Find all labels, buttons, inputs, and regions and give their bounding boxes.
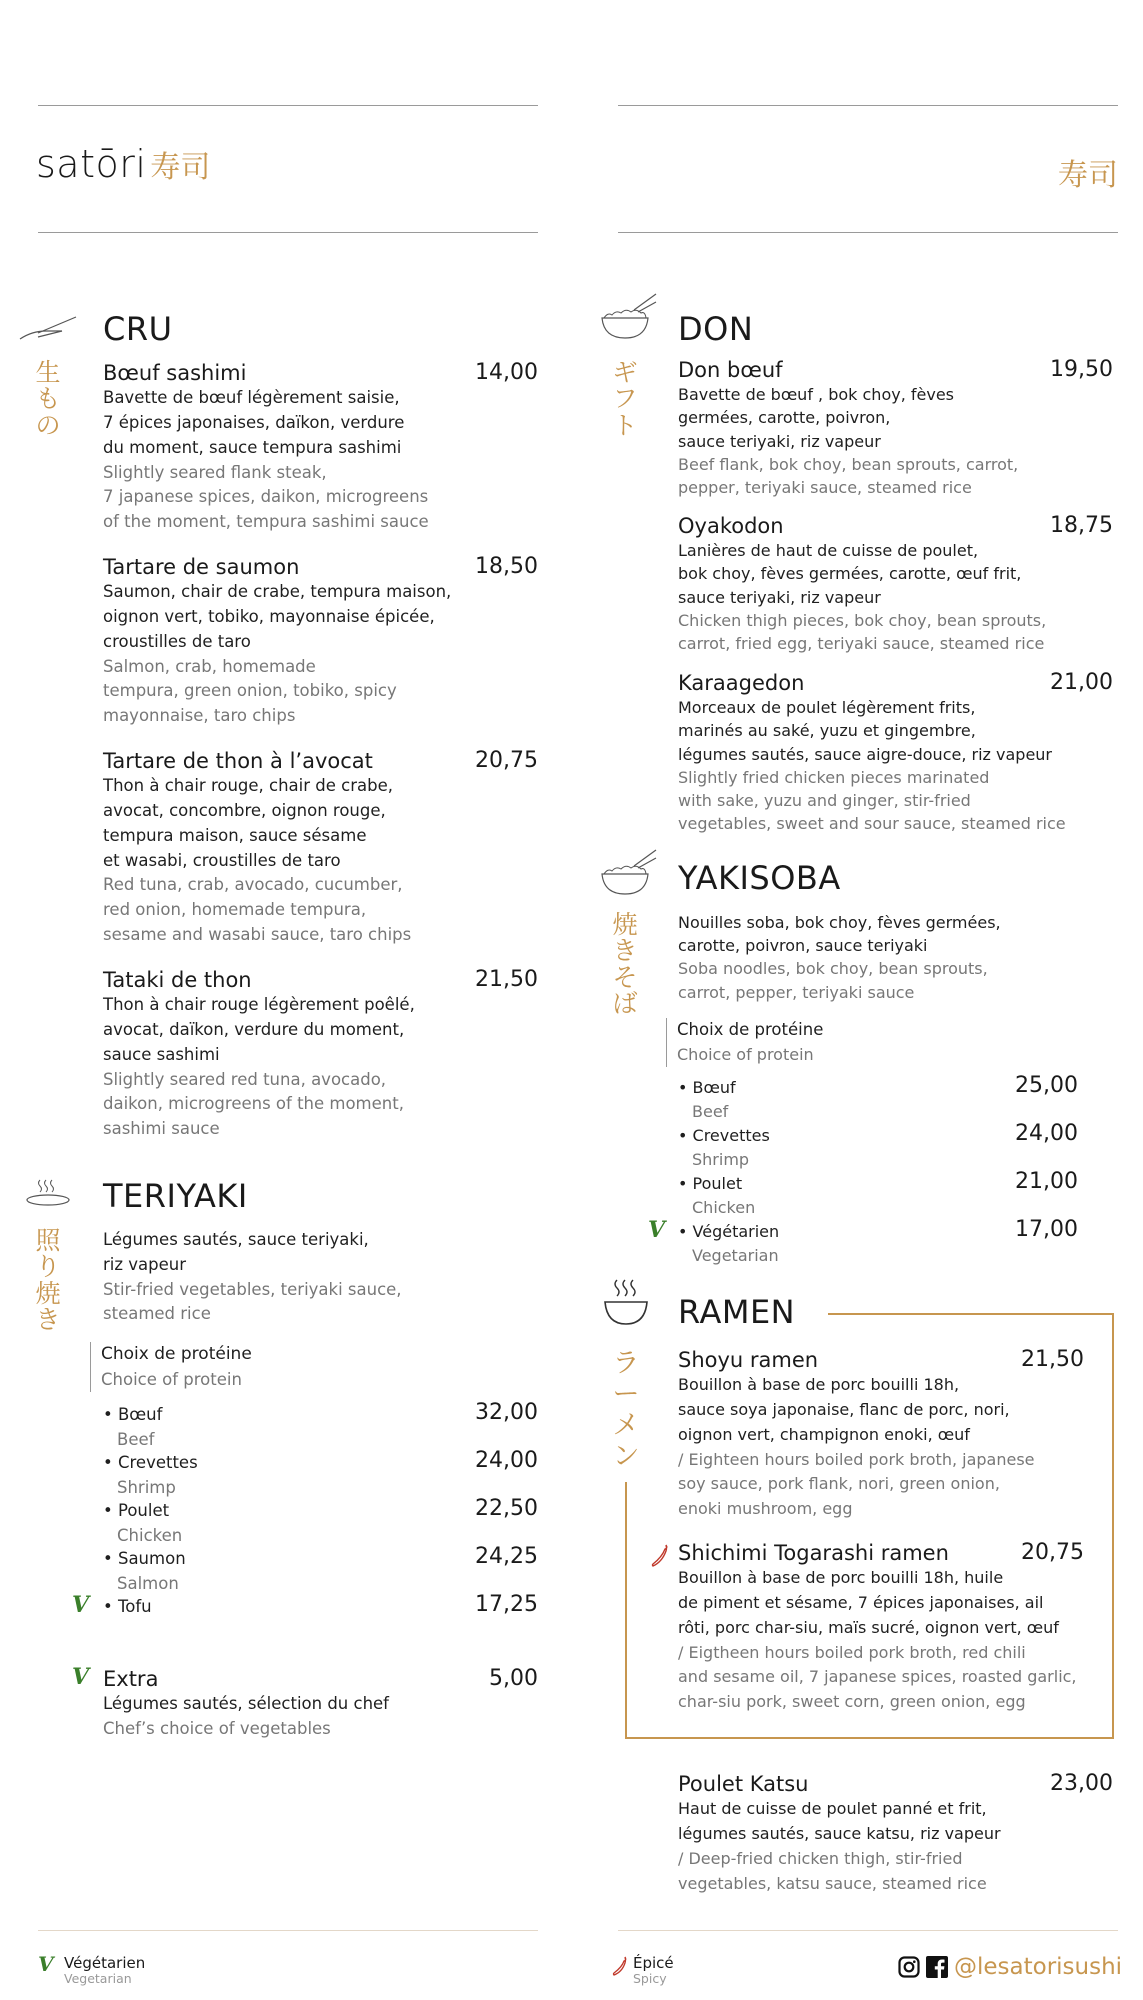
cru-vertical-kanji: 生 も の xyxy=(35,358,61,440)
logo xyxy=(36,142,210,186)
logo-kanji: 寿司 xyxy=(150,150,211,185)
don-title: DON xyxy=(678,310,754,348)
yakisoba-protein-vegetarien: • Végétarien Vegetarian 17,00 xyxy=(678,1217,1078,1265)
footer-rule-left xyxy=(38,1930,538,1931)
teriyaki-protein-crevettes: • Crevettes Shrimp 24,00 xyxy=(103,1448,538,1497)
social-handle[interactable]: @lesatorisushi xyxy=(954,1954,1123,1980)
header-right-kanji: 寿司 xyxy=(1058,158,1118,193)
menu-item-extra: Extra 5,00 Légumes sautés, sélection du chef Chef’s choice of vegetables xyxy=(103,1666,538,1738)
yakisoba-title: YAKISOBA xyxy=(678,859,841,897)
yakisoba-vertical-kanji: 焼 き そ ば xyxy=(612,910,638,1018)
teriyaki-protein-saumon: • Saumon Salmon 24,25 xyxy=(103,1544,538,1593)
don-vertical-kanji: ギ フ ト xyxy=(612,358,638,440)
instagram-icon[interactable] xyxy=(898,1956,920,1978)
menu-item-shichimi-ramen: Shichimi Togarashi ramen 20,75 Bouillon à base de porc bouilli 18h, huile de piment et sésame, 7 épices japonaises, ail rôti, porc char-siu, maïs sucré, oignon vert, œuf / Eigtheen hours boiled pork broth, red chili and sesame oil, 7 japanese spices, roasted garlic, char-siu pork, sweet corn, green onion, egg xyxy=(678,1540,1084,1712)
menu-item-tartare-thon: Tartare de thon à l’avocat 20,75 Thon à chair rouge, chair de crabe, avocat, concombre, oignon rouge, tempura maison, sauce sésame et wasabi, croustilles de taro Red tuna, crab, avocado, cucumber, red onion, homemade tempura, sesame and wasabi sauce, taro chips xyxy=(103,748,538,944)
ramen-frame-bottom xyxy=(625,1737,1114,1739)
menu-item-tartare-saumon: Tartare de saumon 18,50 Saumon, chair de crabe, tempura maison, oignon vert, tobiko, mayonnaise épicée, croustilles de taro Salmon, crab, homemade tempura, green onion, tobiko, spicy mayonnaise, taro chips xyxy=(103,554,538,725)
spicy-pepper-icon xyxy=(612,1956,630,1976)
menu-item-tataki-thon: Tataki de thon 21,50 Thon à chair rouge légèrement poêlé, avocat, daïkon, verdure du moment, sauce sashimi Slightly seared red tuna, avocado, daikon, microgreens of the moment, sashimi sauce xyxy=(103,967,538,1138)
yakisoba-description: Nouilles soba, bok choy, fèves germées, carotte, poivron, sauce teriyaki Soba noodles, bok choy, bean sprouts, carrot, pepper, teriyaki sauce xyxy=(678,913,1001,1002)
veg-icon: V xyxy=(38,1952,54,1976)
ramen-frame-top xyxy=(828,1313,1114,1315)
spicy-pepper-icon xyxy=(650,1543,672,1567)
header-rule-top-left xyxy=(38,105,538,106)
teriyaki-choice-protein: Choix de protéine Choice of protein xyxy=(90,1342,252,1392)
yakisoba-choice-protein: Choix de protéine Choice of protein xyxy=(666,1018,823,1067)
menu-item-shoyu-ramen: Shoyu ramen 21,50 Bouillon à base de porc bouilli 18h, sauce soya japonaise, flanc de porc, nori, oignon vert, champignon enoki, œuf / Eighteen hours boiled pork broth, japanese soy sauce, pork flank, nori, green onion, enoki mushroom, egg xyxy=(678,1347,1084,1519)
veg-icon: V xyxy=(72,1592,90,1618)
bowl-chopsticks-icon xyxy=(600,292,658,342)
cru-title: CRU xyxy=(103,310,173,348)
yakisoba-protein-boeuf: • Bœuf Beef 25,00 xyxy=(678,1073,1078,1121)
ramen-frame-right xyxy=(1112,1313,1114,1739)
ramen-frame-left xyxy=(625,1482,627,1739)
social-links xyxy=(898,1954,1122,1980)
teriyaki-protein-poulet: • Poulet Chicken 22,50 xyxy=(103,1496,538,1545)
header-rule-top-right xyxy=(618,105,1118,106)
menu-item-karaagedon: Karaagedon 21,00 Morceaux de poulet légèrement frits, marinés au saké, yuzu et gingembre, légumes sautés, sauce aigre-douce, riz vapeur Slightly fried chicken pieces marinated with sake, yuzu and ginger, stir-fried vegetables, sweet and sour sauce, steamed rice xyxy=(678,670,1113,834)
ramen-title: RAMEN xyxy=(678,1293,796,1331)
ramen-vertical-kanji: ラ ー メ ン xyxy=(612,1348,640,1473)
teriyaki-vertical-kanji: 照 り 焼 き xyxy=(35,1226,61,1334)
menu-item-poulet-katsu: Poulet Katsu 23,00 Haut de cuisse de poulet panné et frit, légumes sautés, sauce katsu, riz vapeur / Deep-fried chicken thigh, stir-fried vegetables, katsu sauce, steamed rice xyxy=(678,1771,1113,1893)
teriyaki-protein-tofu: • Tofu 17,25 xyxy=(103,1592,538,1617)
header-rule-bottom-left xyxy=(38,232,538,233)
logo-text: satōri xyxy=(36,142,147,186)
veg-icon: V xyxy=(72,1664,90,1690)
bowl-chopsticks-icon xyxy=(600,848,658,898)
facebook-icon[interactable] xyxy=(926,1956,948,1978)
veg-icon: V xyxy=(648,1217,666,1243)
steam-plate-icon xyxy=(26,1178,72,1208)
teriyaki-protein-boeuf: • Bœuf Beef 32,00 xyxy=(103,1400,538,1449)
chopsticks-icon xyxy=(18,313,78,343)
menu-item-don-boeuf: Don bœuf 19,50 Bavette de bœuf , bok choy, fèves germées, carotte, poivron, sauce teriyaki, riz vapeur Beef flank, bok choy, bean sprouts, carrot, pepper, teriyaki sauce, steamed rice xyxy=(678,357,1113,497)
legend-spicy: Épicé Spicy xyxy=(633,1954,674,1986)
footer-rule-right xyxy=(618,1930,1118,1931)
yakisoba-protein-poulet: • Poulet Chicken 21,00 xyxy=(678,1169,1078,1217)
yakisoba-protein-crevettes: • Crevettes Shrimp 24,00 xyxy=(678,1121,1078,1169)
menu-item-oyakodon: Oyakodon 18,75 Lanières de haut de cuisse de poulet, bok choy, fèves germées, carotte, œuf frit, sauce teriyaki, riz vapeur Chicken thigh pieces, bok choy, bean sprouts, carrot, fried egg, teriyaki sauce, steamed rice xyxy=(678,513,1113,653)
legend-vegetarian: Végétarien Vegetarian xyxy=(64,1954,146,1986)
teriyaki-description: Légumes sautés, sauce teriyaki, riz vapeur Stir-fried vegetables, teriyaki sauce, steamed rice xyxy=(103,1230,402,1324)
header-rule-bottom-right xyxy=(618,232,1118,233)
ramen-bowl-icon xyxy=(603,1278,651,1328)
menu-item-boeuf-sashimi: Bœuf sashimi 14,00 Bavette de bœuf légèrement saisie, 7 épices japonaises, daïkon, verdure du moment, sauce tempura sashimi Slightly seared flank steak, 7 japanese spices, daikon, microgreens of the moment, tempura sashimi sauce xyxy=(103,360,538,531)
teriyaki-title: TERIYAKI xyxy=(103,1177,248,1215)
